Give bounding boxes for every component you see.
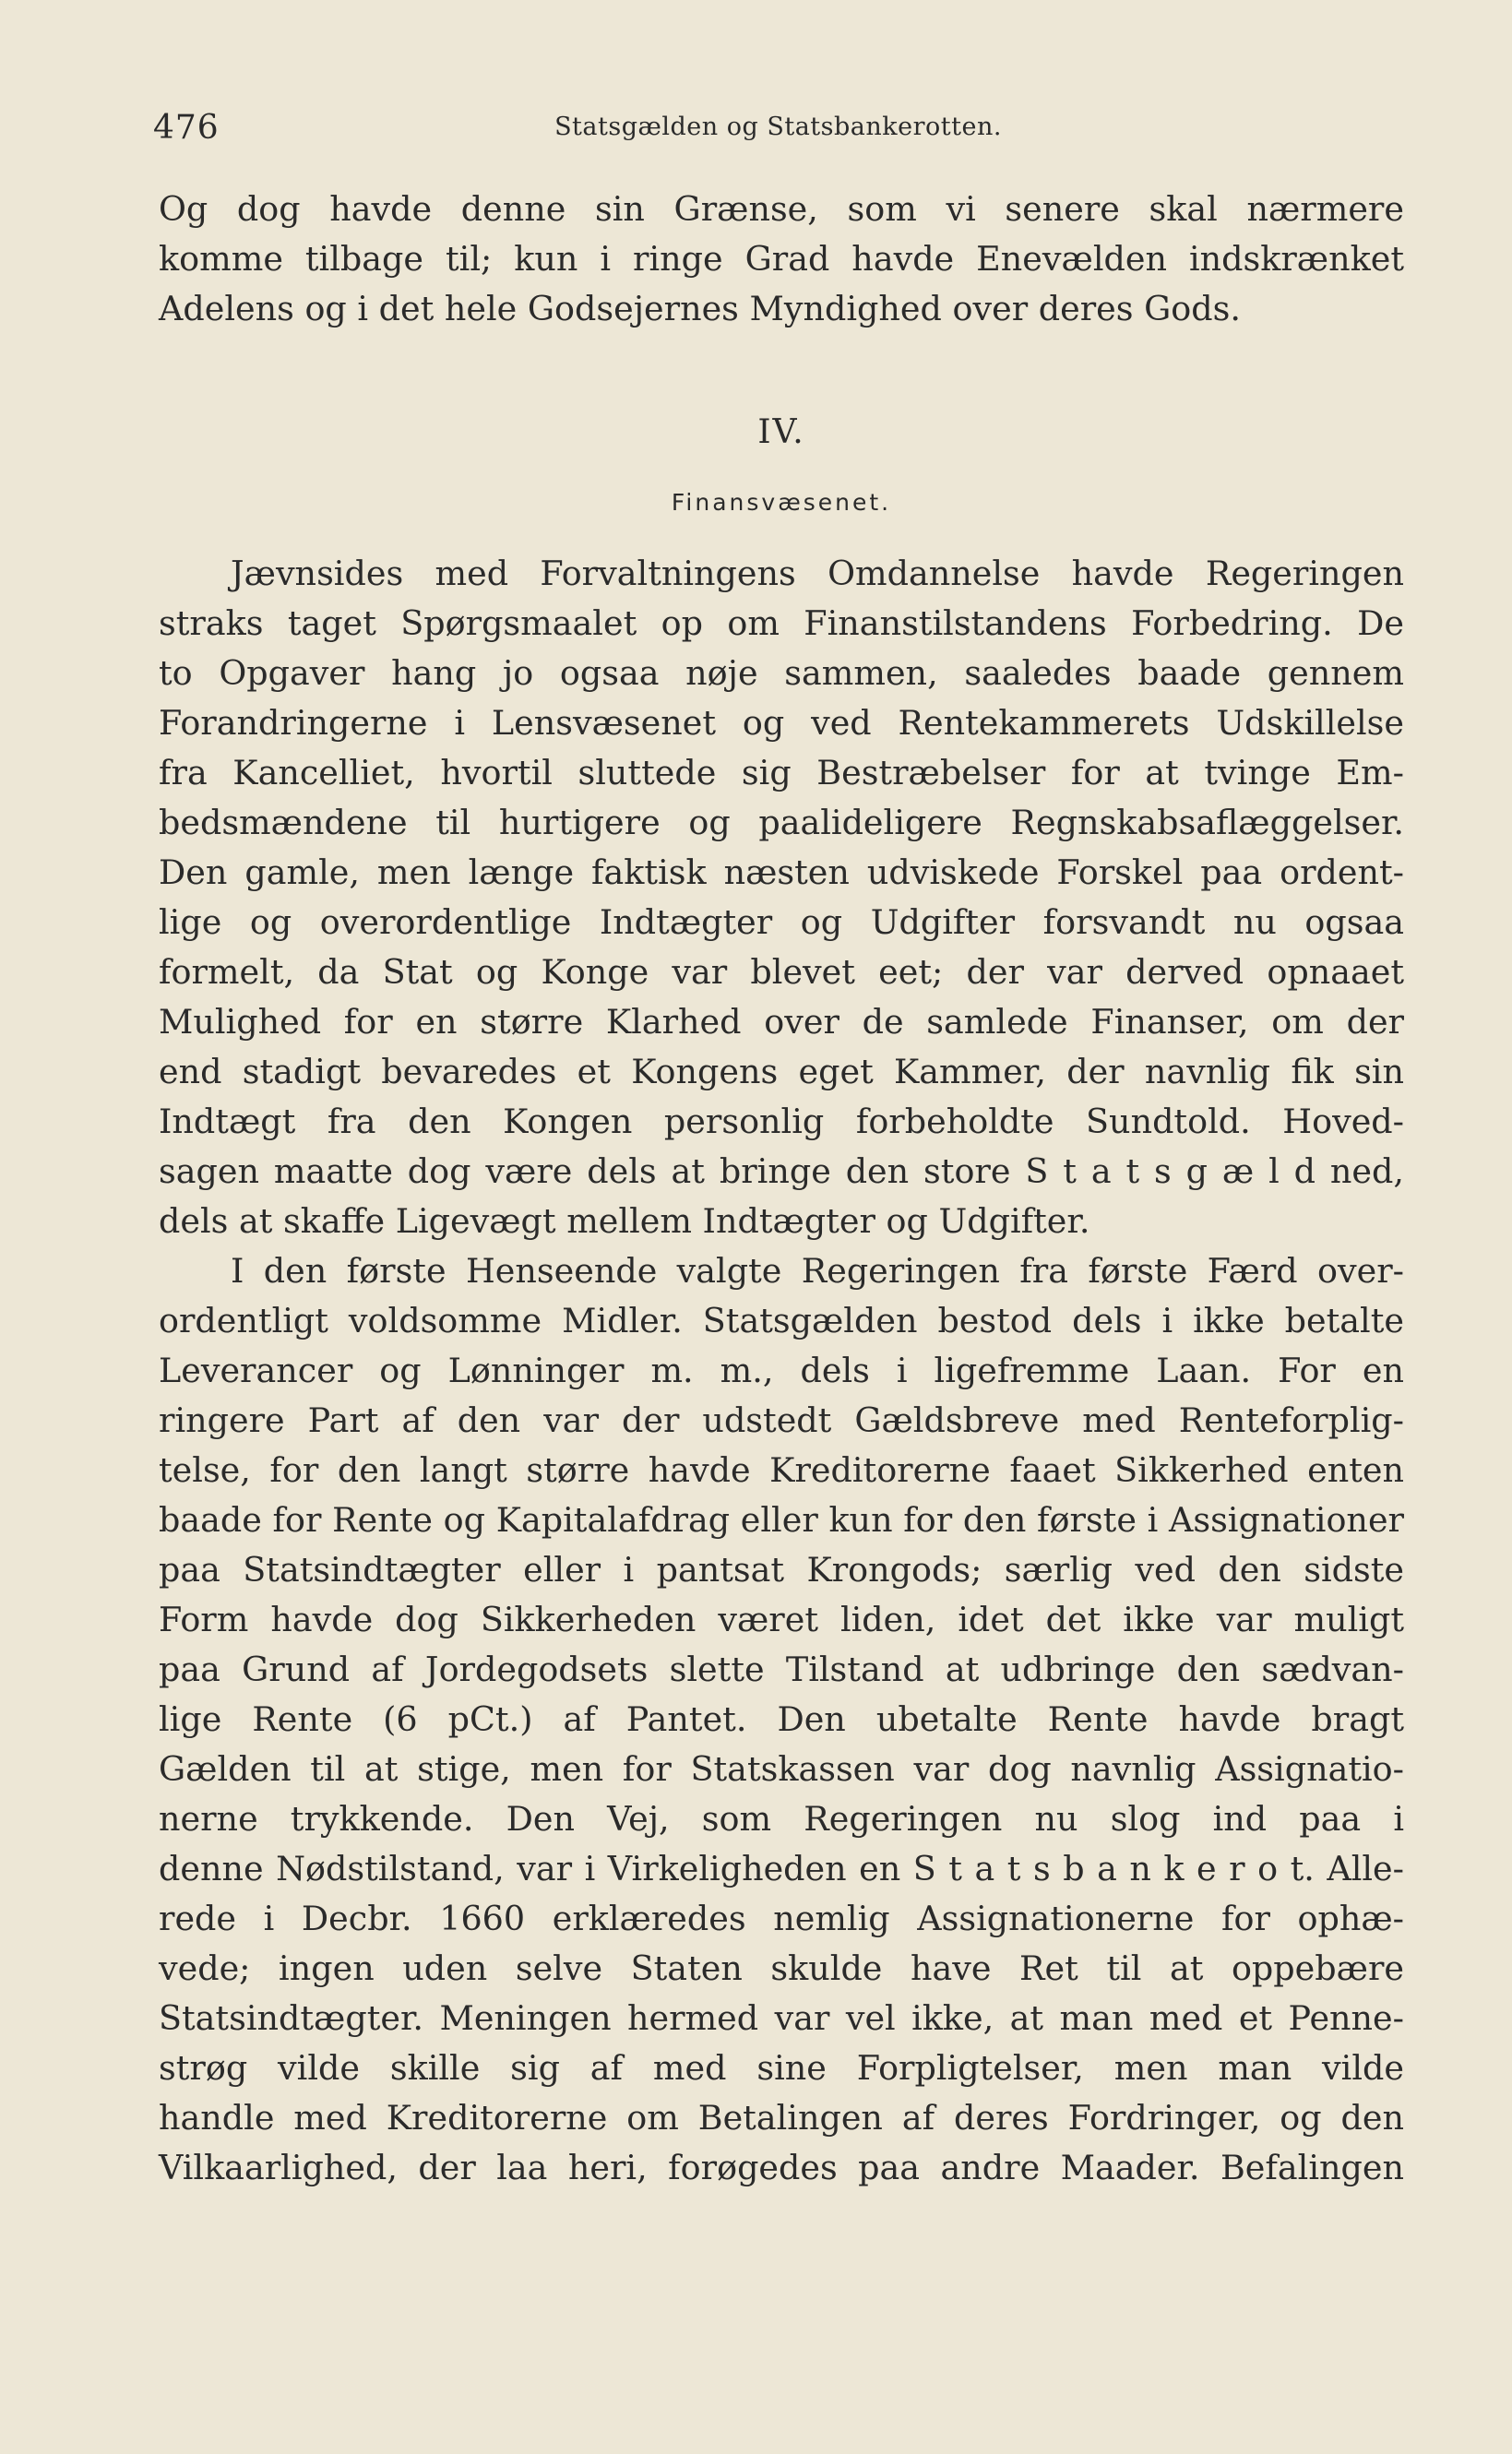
- text-line: ordentligt voldsomme Midler. Statsgælden bestod dels i ikke betalte: [159, 1301, 1404, 1340]
- text-line: telse, for den langt større havde Kreditorerne faaet Sikkerhed enten: [159, 1450, 1404, 1490]
- section-number: IV.: [757, 413, 805, 451]
- text-line: dels at skaffe Ligevægt mellem Indtægter og Udgifter.: [159, 1201, 1090, 1241]
- running-title: Statsgælden og Statsbankerotten.: [554, 113, 1002, 141]
- text-line: sagen maatte dog være dels at bringe den store S t a t s g æ l d ned,: [159, 1151, 1404, 1191]
- text-line: I den første Henseende valgte Regeringen fra første Færd over-: [231, 1251, 1404, 1291]
- text-line: lige Rente (6 pCt.) af Pantet. Den ubetalte Rente havde bragt: [159, 1699, 1404, 1739]
- page-number: 476: [153, 109, 220, 147]
- section-title: Finansvæsenet.: [671, 489, 892, 516]
- text-line: bedsmændene til hurtigere og paalideligere Regnskabsaflæggelser.: [159, 803, 1404, 842]
- text-line: to Opgaver hang jo ogsaa nøje sammen, saaledes baade gennem: [159, 653, 1404, 693]
- text-line: paa Grund af Jordegodsets slette Tilstand at udbringe den sædvan-: [159, 1650, 1404, 1689]
- text-line: paa Statsindtægter eller i pantsat Krongods; særlig ved den sidste: [159, 1550, 1404, 1590]
- text-line: nerne trykkende. Den Vej, som Regeringen nu slog ind paa i: [159, 1799, 1404, 1839]
- text-line: formelt, da Stat og Konge var blevet eet; der var derved opnaaet: [159, 952, 1404, 992]
- text-line: handle med Kreditorerne om Betalingen af deres Fordringer, og den: [159, 2098, 1404, 2138]
- intro-paragraph: [159, 185, 1404, 334]
- body-text: [159, 549, 1404, 2193]
- text-line: Og dog havde denne sin Grænse, som vi senere skal nærmere: [159, 189, 1404, 229]
- text-line: Forandringerne i Lensvæsenet og ved Rentekammerets Udskillelse: [159, 703, 1404, 743]
- text-line: baade for Rente og Kapitalafdrag eller kun for den første i Assignationer: [159, 1500, 1404, 1540]
- text-line: vede; ingen uden selve Staten skulde have Ret til at oppebære: [159, 1948, 1404, 1988]
- text-line: Indtægt fra den Kongen personlig forbeholdte Sundtold. Hoved-: [159, 1102, 1404, 1141]
- text-line: Vilkaarlighed, der laa heri, forøgedes paa andre Maader. Befalingen: [159, 2148, 1404, 2187]
- text-line: fra Kancelliet, hvortil sluttede sig Bestræbelser for at tvinge Em-: [159, 753, 1404, 792]
- text-line: Gælden til at stige, men for Statskassen var dog navnlig Assignatio-: [159, 1749, 1404, 1789]
- text-line: straks taget Spørgsmaalet op om Finanstilstandens Forbedring. De: [159, 603, 1404, 643]
- text-line: Mulighed for en større Klarhed over de samlede Finanser, om der: [159, 1002, 1404, 1042]
- page-header: [153, 109, 1403, 155]
- text-line: Form havde dog Sikkerheden været liden, idet det ikke var muligt: [159, 1600, 1404, 1639]
- text-line: Den gamle, men længe faktisk næsten udviskede Forskel paa ordent-: [159, 852, 1404, 892]
- text-line: Jævnsides med Forvaltningens Omdannelse havde Regeringen: [231, 554, 1404, 593]
- text-line: rede i Decbr. 1660 erklæredes nemlig Assignationerne for ophæ-: [159, 1899, 1404, 1938]
- text-line: lige og overordentlige Indtægter og Udgifter forsvandt nu ogsaa: [159, 902, 1404, 942]
- text-line: strøg vilde skille sig af med sine Forpligtelser, men man vilde: [159, 2048, 1404, 2088]
- text-line: komme tilbage til; kun i ringe Grad havde Enevælden indskrænket: [159, 239, 1404, 279]
- text-line: Leverancer og Lønninger m. m., dels i ligefremme Laan. For en: [159, 1351, 1404, 1390]
- text-line: denne Nødstilstand, var i Virkeligheden en S t a t s b a n k e r o t. Alle-: [159, 1849, 1404, 1888]
- text-line: Statsindtægter. Meningen hermed var vel ikke, at man med et Penne-: [159, 1998, 1404, 2038]
- text-line: ringere Part af den var der udstedt Gældsbreve med Renteforplig-: [159, 1400, 1404, 1440]
- text-line: Adelens og i det hele Godsejernes Myndighed over deres Gods.: [159, 289, 1241, 328]
- text-line: end stadigt bevaredes et Kongens eget Kammer, der navnlig fik sin: [159, 1052, 1404, 1091]
